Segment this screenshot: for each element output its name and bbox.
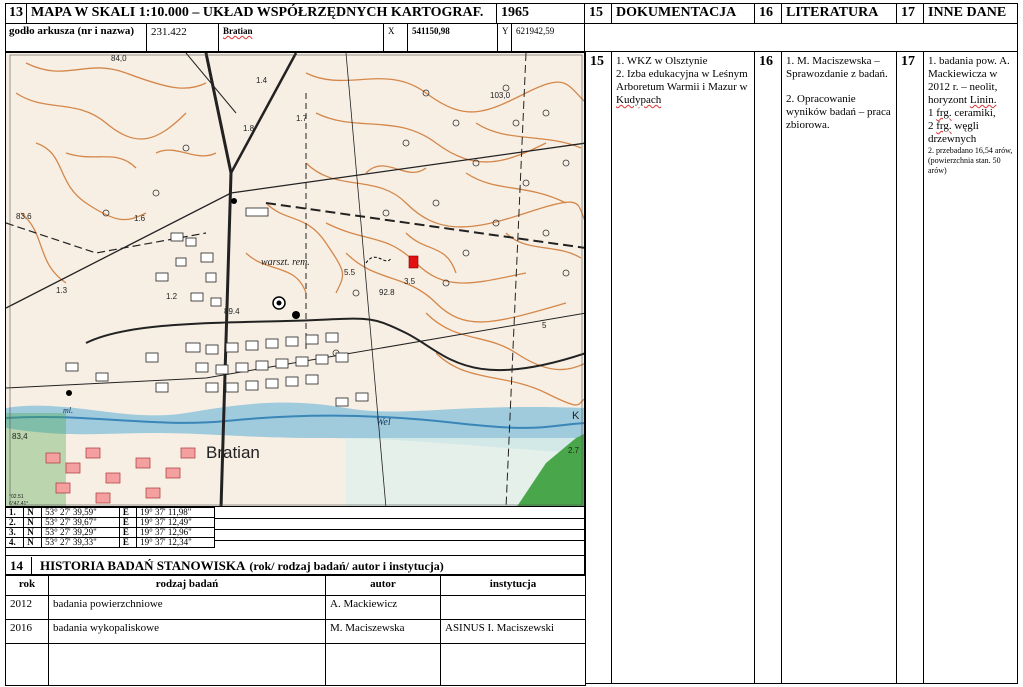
literature-number: 16 <box>755 52 782 684</box>
corner-label-1: °02.51 <box>9 494 24 500</box>
sheet-label: godło arkusza (nr i nazwa) <box>5 24 147 52</box>
coordinates-rule-3 <box>215 540 585 541</box>
history-header-row <box>6 576 586 596</box>
label-1-8: 1.8 <box>243 124 255 133</box>
history-header <box>5 555 585 575</box>
sheet-name <box>219 24 384 52</box>
history-table <box>5 575 586 686</box>
other-line-3 <box>928 120 1014 146</box>
label-1-3: 1.3 <box>56 286 68 295</box>
documentation-item-2 <box>616 68 750 107</box>
empty-cell <box>6 644 49 686</box>
documentation-item-2-place: Kudypach <box>616 94 662 106</box>
row1-rok: 2012 <box>6 596 49 620</box>
documentation-number: 15 <box>585 52 612 684</box>
history-subtitle: (rok/ rodzaj badań/ autor i instytucja) <box>249 559 444 573</box>
empty-cell <box>49 644 326 686</box>
documentation-content <box>612 52 755 684</box>
row2-rok: 2016 <box>6 620 49 644</box>
x-label: X <box>384 24 408 52</box>
col-autor: autor <box>326 576 441 596</box>
label-2-7: 2.7 <box>568 446 580 455</box>
section-16-number: 16 <box>755 3 782 24</box>
label-103: 103,0 <box>490 91 511 100</box>
row1-instytucja <box>441 596 586 620</box>
other-number: 17 <box>897 52 924 684</box>
other-line-3-u: frg. <box>936 120 952 132</box>
section-15-title: DOKUMENTACJA <box>612 3 755 24</box>
coord-n-value: 53° 27' 39,29" <box>42 528 120 538</box>
map-elevation-labels <box>12 54 580 455</box>
table-row <box>6 596 586 620</box>
topographic-map <box>5 52 585 507</box>
coord-index: 2. <box>6 518 24 528</box>
coord-e-value: 19° 37' 12,96" <box>137 528 215 538</box>
other-content <box>924 52 1018 684</box>
mill-label: ml. <box>63 406 73 415</box>
row2-instytucja: ASINUS I. Maciszewski <box>441 620 586 644</box>
coord-e-value: 19° 37' 12,49" <box>137 518 215 528</box>
label-3-5: 3.5 <box>404 277 416 286</box>
section-17-number: 17 <box>897 3 924 24</box>
y-label: Y <box>498 24 512 52</box>
label-83-6: 83.6 <box>16 212 32 221</box>
history-divider <box>31 557 32 575</box>
point-symbol <box>292 311 300 319</box>
table-row <box>6 620 586 644</box>
label-5: 5 <box>542 321 547 330</box>
other-line-2 <box>928 107 1014 120</box>
label-1-7: 1.7 <box>296 114 308 123</box>
empty-cell <box>326 644 441 686</box>
label-92-8: 92.8 <box>379 288 395 297</box>
coordinates-frame <box>5 507 585 555</box>
documentation-item-2-text: 2. Izba edukacyjna w Leśnym Arboretum Warmii i Mazur w <box>616 68 748 93</box>
empty-cell <box>441 644 586 686</box>
river-label: Wel <box>376 417 391 428</box>
history-title: HISTORIA BADAŃ STANOWISKA <box>40 558 246 573</box>
coord-n-label: N <box>24 508 42 518</box>
coord-e-label: E <box>119 508 136 518</box>
section-13-title: MAPA W SKALI 1:10.000 – UKŁAD WSPÓŁRZĘDNYCH KARTOGRAF. <box>27 3 497 24</box>
coord-e-value: 19° 37' 11,98" <box>137 508 215 518</box>
col-rodzaj: rodzaj badań <box>49 576 326 596</box>
other-line-2-a: 1 <box>928 107 937 119</box>
y-value: 621942,59 <box>512 24 585 52</box>
coord-n-label: N <box>24 518 42 528</box>
x-value: 541150,98 <box>408 24 498 52</box>
map-year: 1965 <box>497 3 585 24</box>
literature-item-2: 2. Opracowanie wyników badań – praca zbiorowa. <box>786 93 891 131</box>
row2-autor: M. Maciszewska <box>326 620 441 644</box>
south-town-buildings <box>46 448 195 503</box>
label-83-4: 83,4 <box>12 432 28 441</box>
section-16-title: LITERATURA <box>782 3 897 24</box>
label-1-2: 1.2 <box>166 292 178 301</box>
label-k: K <box>572 410 580 422</box>
coord-n-label: N <box>24 528 42 538</box>
coord-e-label: E <box>119 518 136 528</box>
coord-e-label: E <box>119 538 136 548</box>
documentation-item-1: 1. WKZ w Olsztynie <box>616 55 708 67</box>
label-84: 84,0 <box>111 54 127 63</box>
corner-label-2: 6°47.41° <box>9 501 29 507</box>
other-line-1-text: 1. badania pow. A. Mackiewicza w 2012 r. – neolit, horyzont <box>928 55 1010 106</box>
label-89-4: 89.4 <box>224 307 240 316</box>
coordinates-rule-1 <box>215 518 585 519</box>
sheet-number: 231.422 <box>147 24 219 52</box>
history-number: 14 <box>10 558 23 573</box>
label-1-6: 1.6 <box>134 214 146 223</box>
coord-n-value: 53° 27' 39,59" <box>42 508 120 518</box>
coord-n-value: 53° 27' 39,33" <box>42 538 120 548</box>
other-line-1-u: Linin. <box>969 94 997 106</box>
row1-autor: A. Mackiewicz <box>326 596 441 620</box>
workshop-label: warszt. rem. <box>261 257 310 268</box>
map-drawing <box>6 53 585 507</box>
label-1-4: 1.4 <box>256 76 268 85</box>
other-line-2-u: frg. <box>936 107 952 119</box>
history-table-wrap <box>5 575 585 686</box>
coord-e-value: 19° 37' 12,34" <box>137 538 215 548</box>
section-13-number: 13 <box>5 3 27 24</box>
site-marker <box>409 256 418 268</box>
town-label: Bratian <box>206 443 260 462</box>
coord-n-value: 53° 27' 39,67" <box>42 518 120 528</box>
section-15-number: 15 <box>585 3 612 24</box>
other-line-2-b: ceramiki, <box>951 107 996 119</box>
section-17-title: INNE DANE <box>928 5 1007 20</box>
coord-e-label: E <box>119 528 136 538</box>
coordinates-rule-2 <box>215 529 585 530</box>
coord-index: 3. <box>6 528 24 538</box>
coordinates-block <box>5 507 585 555</box>
row2-rodzaj: badania wykopaliskowe <box>49 620 326 644</box>
label-5-5: 5.5 <box>344 268 356 277</box>
other-note: 2. przebadano 16,54 arów, (powierzchnia stan. 50 arów) <box>928 146 1013 175</box>
col-rok: rok <box>6 576 49 596</box>
col-instytucja: instytucja <box>441 576 586 596</box>
sheet-name-text: Bratian <box>223 26 253 36</box>
other-line-3-a: 2 <box>928 120 937 132</box>
other-line-3-b: węgli drzewnych <box>928 120 979 145</box>
row1-rodzaj: badania powierzchniowe <box>49 596 326 620</box>
literature-content <box>782 52 897 684</box>
coord-index: 4. <box>6 538 24 548</box>
coord-index: 1. <box>6 508 24 518</box>
literature-item-1: 1. M. Maciszewska – Sprawozdanie z badań. <box>786 55 888 80</box>
other-line-1 <box>928 55 1014 107</box>
coord-n-label: N <box>24 538 42 548</box>
table-row-empty <box>6 644 586 686</box>
